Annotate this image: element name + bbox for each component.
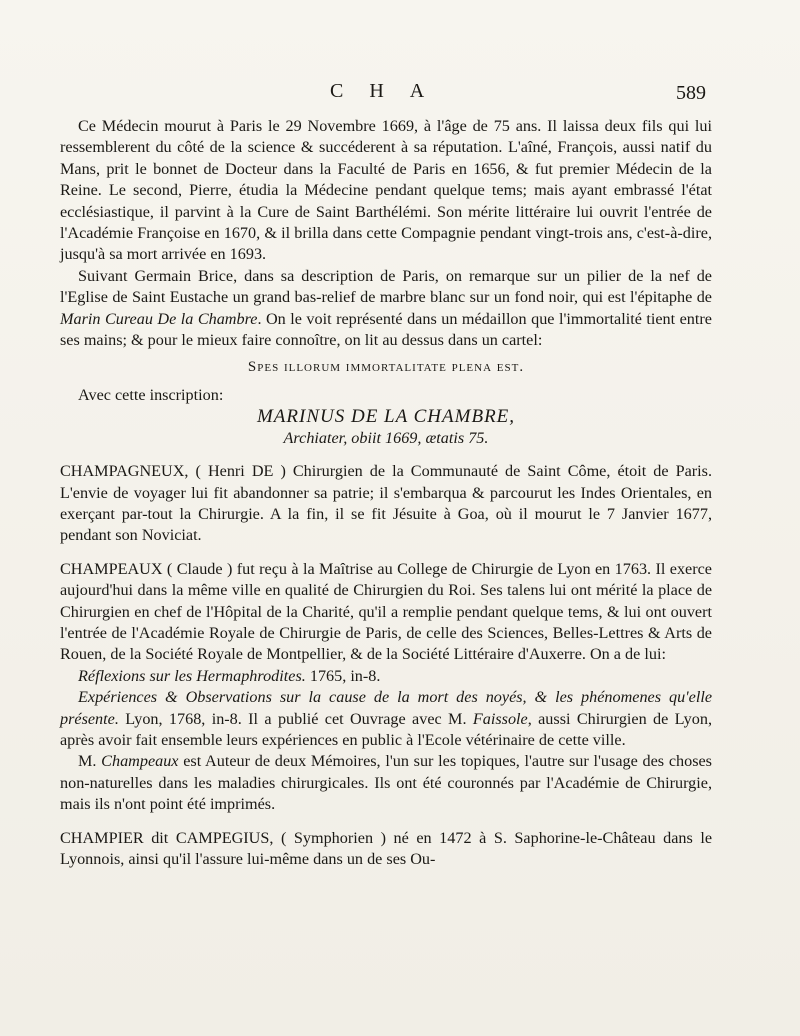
- work-1-title: Réflexions sur les Hermaphrodites.: [78, 666, 306, 685]
- paragraph-memoirs: [60, 751, 712, 815]
- inscription-intro: Avec cette inscription:: [78, 385, 224, 404]
- entry-head-champeaux: CHAMPEAUX ( Claude ): [60, 559, 233, 578]
- inscription-name: MARINUS DE LA CHAMBRE,: [256, 406, 516, 428]
- memoirs-body: est Auteur de deux Mémoires, l'un sur les topiques, l'autre sur l'usage des choses non-naturelles dans les maladies chirurgicales. Ils ont été couronnés par l'Académie de Chirurgie, mais ils n'ont point été imprimés.: [60, 752, 712, 814]
- paragraph-death: Ce Médecin mourut à Paris le 29 Novembre 1669, à l'âge de 75 ans. Il laissa deux fils qui lui ressemblerent du côté de la science & succéderent à sa réputation. L'aîné, François, aussi natif du Mans, prit le bonnet de Docteur dans la Faculté de Paris en 1656, & fut premier Médecin de la Reine. Le second, Pierre, étudia la Médecine pendant quelque tems; mais ayant embrassé l'état ecclésiastique, il parvint à la Cure de Saint Barthélémi. Son mérite littéraire lui ouvrit l'entrée de l'Académie Françoise en 1670, & il brilla dans cette Compagnie pendant vingt-trois ans, c'est-à-dire, jusqu'à sa mort arrivée en 1693.: [60, 117, 712, 264]
- page-body: [60, 116, 712, 870]
- entry-body-champeaux: fut reçu à la Maîtrise au College de Chirurgie de Lyon en 1763. Il exerce aujourd'hui dans la même ville en qualité de Chirurgien du Roi. Ses talens lui ont mérité la place de Chirurgien en chef de l'Hôpital de la Charité, qu'il a remplie pendant quelque tems, & lui ont ouvert l'entrée de l'Académie Royale de Chirurgie de Paris, de celle des Sciences, Belles-Lettres & Arts de Rouen, de la Société Royale de Montpellier, & de la Société Littéraire d'Auxerre. On a de lui:: [60, 559, 712, 664]
- entry-head-champagneux: CHAMPAGNEUX, ( Henri DE ): [60, 462, 286, 481]
- page-header: [0, 80, 800, 110]
- memoirs-start: M.: [78, 752, 102, 771]
- work-2-collaborator: Faissole: [472, 709, 528, 728]
- entry-champier: [60, 828, 712, 871]
- work-2-title: Expériences & Observations sur la cause de la mort des noyés, & les phénomenes qu'elle présente.: [60, 688, 712, 728]
- running-head: CHA: [330, 80, 451, 102]
- work-1: [60, 666, 712, 687]
- page-number: 589: [676, 82, 706, 104]
- entry-body-champagneux: Chirurgien de la Communauté de Saint Côme, étoit de Paris. L'envie de voyager lui fit abandonner sa patrie; il s'embarqua & parcourut les Indes Orientales, en exerçant par-tout la Chirurgie. A la fin, il se fit Jésuite à Goa, où il mourut le 7 Janvier 1677, pendant son Noviciat.: [60, 462, 712, 545]
- epitaph-text-start: Suivant Germain Brice, dans sa description de Paris, on remarque sur un pilier de la nef de l'Eglise de Saint Eustache un grand bas-relief de marbre blanc sur un fond noir, qui est l'épitaphe de: [60, 266, 712, 307]
- work-2: [60, 687, 712, 751]
- inscription-line: Archiater, obiit 1669, ætatis 75.: [283, 428, 489, 447]
- paragraph-epitaph: [60, 266, 712, 352]
- work-2-meta: Lyon, 1768, in-8. Il a publié cet Ouvrage avec M.: [118, 709, 473, 728]
- entry-head-champier: CHAMPIER dit CAMPEGIUS, ( Symphorien ): [60, 828, 386, 847]
- memoirs-name: Champeaux: [101, 752, 179, 771]
- motto: Spes illorum immortalitate plena est.: [247, 359, 525, 376]
- entry-body-champier: né en 1472 à S. Saphorine-le-Château dans le Lyonnois, ainsi qu'il l'assure lui-même dans un de ses Ou-: [60, 828, 713, 868]
- epitaph-text-end: . On le voit représenté dans un médaillon que l'immortalité tient entre ses mains; & pour le mieux faire connoître, on lit au dessus dans un cartel:: [60, 309, 712, 350]
- work-2-end: , aussi Chirurgien de Lyon, après avoir fait ensemble leurs expériences en public à l'Ecole vétérinaire de cette ville.: [60, 709, 712, 749]
- entry-champeaux: [60, 559, 712, 666]
- work-1-meta: 1765, in-8.: [305, 666, 381, 685]
- entry-champagneux: [60, 461, 712, 547]
- epitaph-name: Marin Cureau De la Chambre: [60, 309, 258, 328]
